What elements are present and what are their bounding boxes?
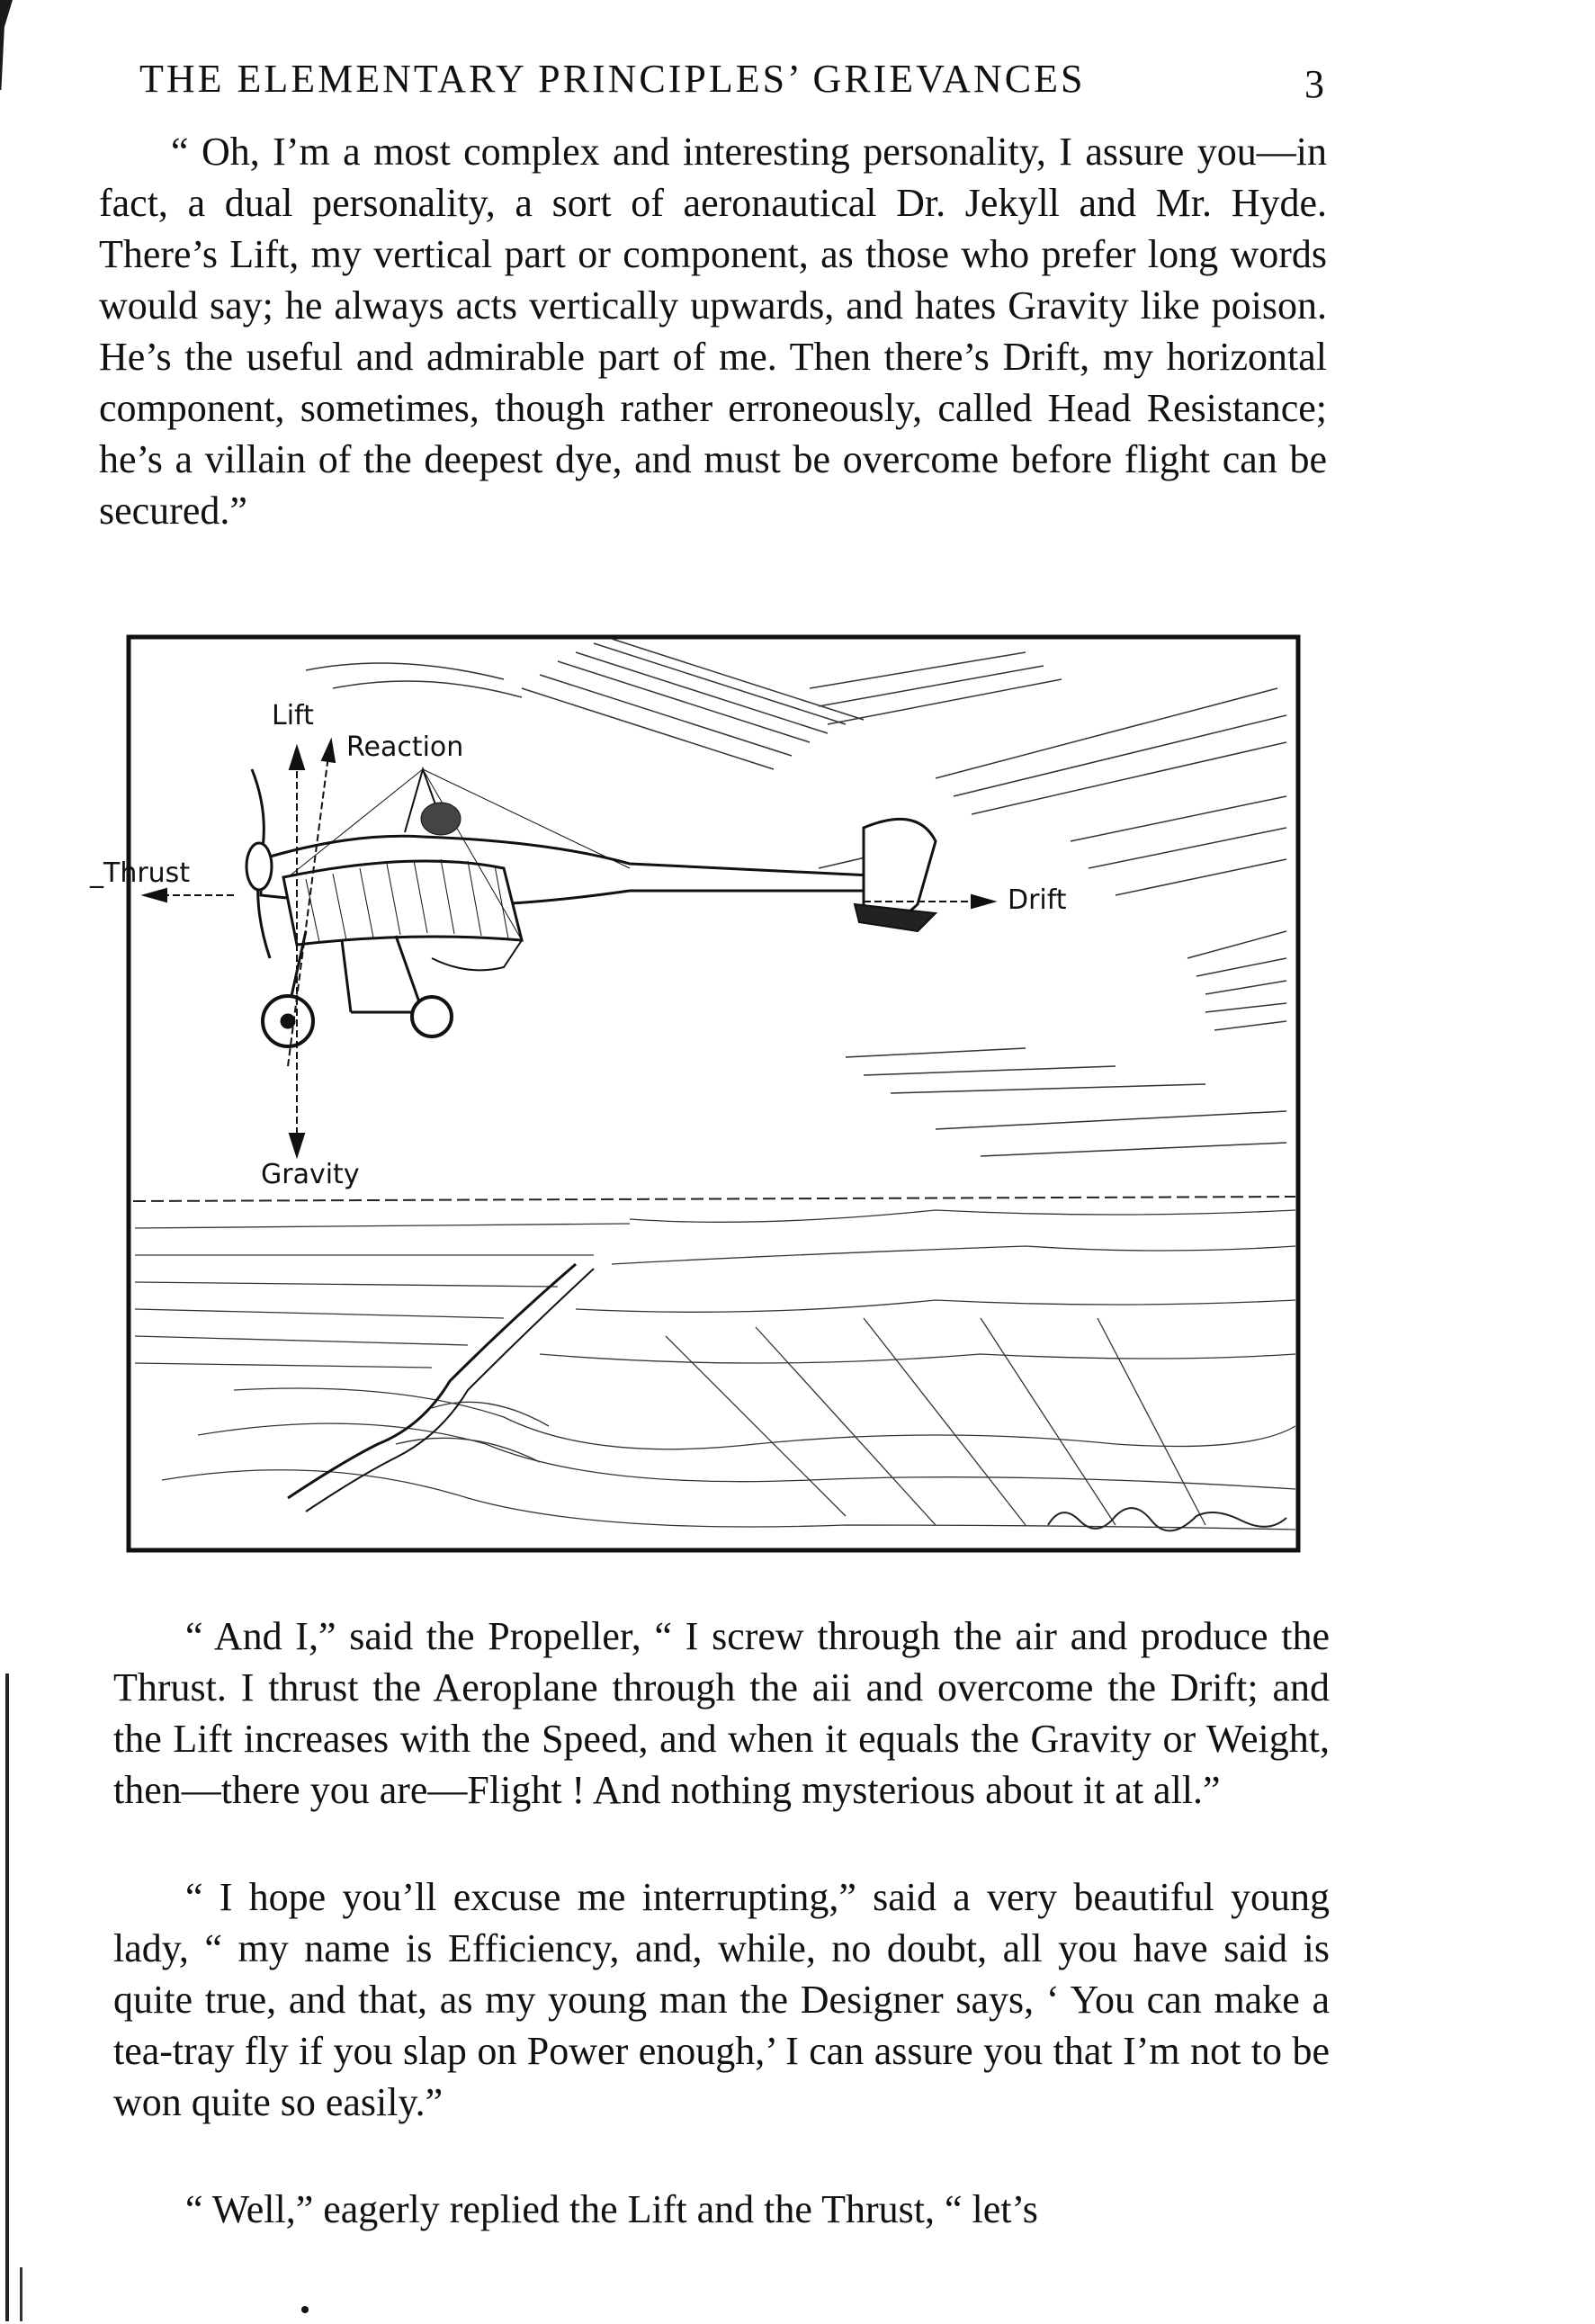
gravity-arrowhead [290,1134,304,1156]
paragraph-text: “ And I,” said the Propeller, “ I screw through the air and produce the Thrust. I thrust the Aeroplane through the aii and overcome the Drift; and the Lift increases with the Speed, and when it equals the Gravity or Weight, then—there you are—Flight ! And nothing mysterious about it at all.” [113,1614,1330,1812]
force-arrows [144,740,994,1156]
label-drift: Drift [1008,884,1067,916]
lift-arrowhead [290,747,304,769]
illustration-svg [90,634,1304,1561]
horizon-line [133,1197,1295,1201]
monoplane [246,769,936,1046]
tailplane [855,904,936,931]
scan-edge-mark [0,0,13,90]
illustration-frame [129,637,1298,1550]
wing [283,861,522,945]
drift-arrowhead [972,895,994,908]
label-gravity: Gravity [261,1159,360,1190]
tail-fin [864,819,936,920]
label-thrust: _Thrust [90,857,191,889]
paragraph-text: “ Well,” eagerly replied the Lift and the Thrust, “ let’s [185,2187,1038,2231]
paragraph-2 [113,1611,1330,1816]
river [288,1264,576,1498]
paragraph-1 [99,126,1327,536]
paragraph-text: “ Oh, I’m a most complex and interesting personality, I assure you—in fact, a dual personality, a sort of aeronautical Dr. Jekyll and Mr. Hyde. There’s Lift, my vertical part or component, as those who prefer long words would say; he always acts vertically upwards, and hates Gravity like poison. He’s the useful and admirable part of me. Then there’s Drift, my horizontal component, sometimes, though rather erroneously, called Head Resistance; he’s a villain of the deepest dye, and must be overcome before flight can be secured.” [99,130,1327,533]
label-reaction: Reaction [346,731,464,763]
aeroplane-forces-illustration [90,634,1304,1561]
thrust-arrowhead [144,889,166,902]
pilot [421,803,461,835]
scan-edge-line [20,2267,22,2321]
page-number: 3 [1304,62,1327,106]
paragraph-text: “ I hope you’ll excuse me interrupting,” said a very beautiful young lady, “ my name is Efficiency, and, while, no doubt, all you have said is quite true, and that, as my young man the Designer says, ‘ You can make a tea-tray fly if you slap on Power enough,’ I can assure you that I’m not to be won quite so easily.” [113,1875,1330,2124]
reaction-arrowhead [322,740,335,762]
skid [432,940,522,970]
label-lift: Lift [272,700,314,731]
paragraph-4 [113,2184,1330,2235]
ink-dot [301,2306,309,2313]
landscape-hatching [135,1210,1295,1530]
wheel [412,997,452,1036]
header-title: THE ELEMENTARY PRINCIPLES’ GRIEVANCES [139,57,1086,101]
propeller-hub [246,843,272,890]
paragraph-3 [113,1871,1330,2128]
scan-edge-line [5,1673,9,2321]
